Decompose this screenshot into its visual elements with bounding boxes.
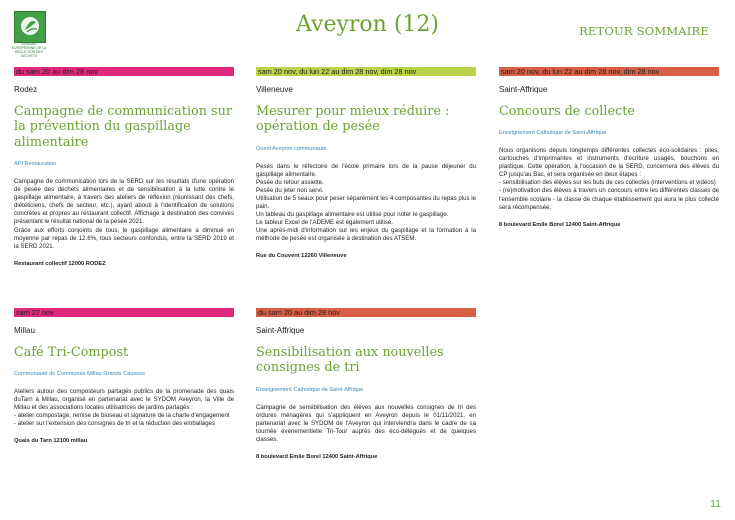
date-bar: du sam 20 au dim 28 nov [256, 308, 476, 317]
page-number: 11 [710, 498, 721, 510]
event-address: 8 boulevard Emile Borel 12400 Saint-Affrique [499, 221, 621, 228]
event-organizer: Ouest Aveyron communauté [256, 145, 327, 152]
event-address: Restaurant collectif 12000 RODEZ [14, 260, 106, 267]
event-title: Mesurer pour mieux réduire : opération de pesée [256, 103, 450, 134]
page-title: Aveyron (12) [296, 12, 439, 37]
event-description: Pesés dans le réfectoire de l'école primaire lors de la pause déjeuner du gaspillage alimentaire. Pesée du retour assiette. Pesée du jeter non servi. Utilisation de 5 seaux pour peser séparément les 4 composantes du repas plus le pain. Un tableau du gaspillage alimentaire est utilisé pour noter le gaspillage. Le tableur Excel de l'ADEME est également utilisé. Une après-midi d'information sur les enjeux du gaspillage et la formation à la méthode de pesée est organisée à destination des ATSEM. [256, 162, 476, 243]
date-bar: sam 20 nov, du lun 22 au dim 28 nov, dim 28 nov [499, 67, 719, 76]
event-city: Saint-Affrique [256, 325, 305, 335]
event-city: Millau [14, 325, 35, 335]
event-description: Nous organisons depuis longtemps différentes collectes éco-solidaires : piles, cartouches d'imprimantes et instruments d'écriture usagés, bouchons en plastique. Cette opération, à l'occasion de la SERD, concernera des élèves du CP jusqu'au Bac, et sera organisée en deux étapes : - sensibilisation des élèves sur les buts de ces collectes (interventions et vidéos) - (re)motivation des élèves à travers un concours entre les différentes classes de l'ensemble scolaire - la classe de chaque établissement qui aura le plus collecté sera récompensée. [499, 147, 719, 211]
event-card [256, 308, 476, 460]
event-city: Rodez [14, 84, 38, 94]
event-description: Campagne de communication lors de la SERD sur les résultats d'une opération de pesée des déchets alimentaires et de sensibilisation à la lutte contre le gaspillage alimentaire, à travers des ateliers de réflexion (réunissant des chefs, diététiciens, chefs de secteur, etc.), ayant abouti à l'identification de solutions concrètes et propres au restaurant collectif. Affichage à destination des convives présentant le résultat national de la pesée 2021. Grâce aux efforts conjoints de tous, le gaspillage alimentaire a diminué en moyenne par repas de 12.6%, tous secteurs confondus, entre la SERD 2019 et la SERD 2021. [14, 178, 234, 250]
event-city: Saint-Affrique [499, 84, 548, 94]
event-organizer: API Restauration [14, 161, 57, 167]
event-organizer: Enseignement Catholique de Saint-Affrique [499, 130, 607, 136]
date-bar: sam 27 nov [14, 308, 234, 317]
event-address: 8 boulevard Emile Borel 12400 Saint-Affrique [256, 453, 378, 460]
event-organizer: Enseignement Catholique de Saint-Affrique [256, 386, 364, 393]
event-card [14, 67, 234, 267]
date-bar: du sam 20 au dim 28 nov [14, 67, 234, 76]
event-city: Villeneuve [256, 84, 293, 94]
event-card [499, 67, 719, 228]
logo-caption: SEMAINE EUROPÉENNE DE LA RÉDUCTION DES DÉCHETS [11, 42, 47, 58]
event-title: Campagne de communication sur la prévention du gaspillage alimentaire [14, 103, 232, 150]
event-address: Quais du Tarn 12100 millau [14, 438, 88, 445]
event-organizer: Communauté de Communes Millau Grands Causses [14, 371, 145, 377]
event-description: Campagne de sensibilisation des élèves aux nouvelles consignes de tri des ordures ménagères qui s'appliquent en Aveyron depuis le 01/11/2021, en partenariat avec le SYDOM de l'Aveyron qui interviendra dans le cadre de sa tournée évènementielle Tri-Tour auprès des éco-délégués et de quelques classes. [256, 403, 476, 443]
event-title: Café Tri-Compost [14, 344, 129, 360]
back-to-summary-link[interactable]: RETOUR SOMMAIRE [579, 24, 709, 38]
date-bar: sam 20 nov, du lun 22 au dim 28 nov, dim 28 nov [256, 67, 476, 76]
event-description: Ateliers autour des composteurs partagés publics de la promenade des quais duTarn à Millau, organisé en partenariat avec le SYDOM Aveyron, la Ville de Millau et des associations locales utilisatrices de jardins partagés : - atelier compostage, remise de bioseau et signature de la charte d'engagement - atelier sur l'extension des consignes de tri et la réduction des emballages [14, 388, 234, 428]
event-card [14, 308, 234, 444]
event-address: Rue du Couvent 12260 Villeneuve [256, 253, 347, 260]
event-title: Concours de collecte [499, 103, 635, 119]
event-title: Sensibilisation aux nouvelles consignes de tri [256, 344, 444, 375]
event-card [256, 67, 476, 259]
